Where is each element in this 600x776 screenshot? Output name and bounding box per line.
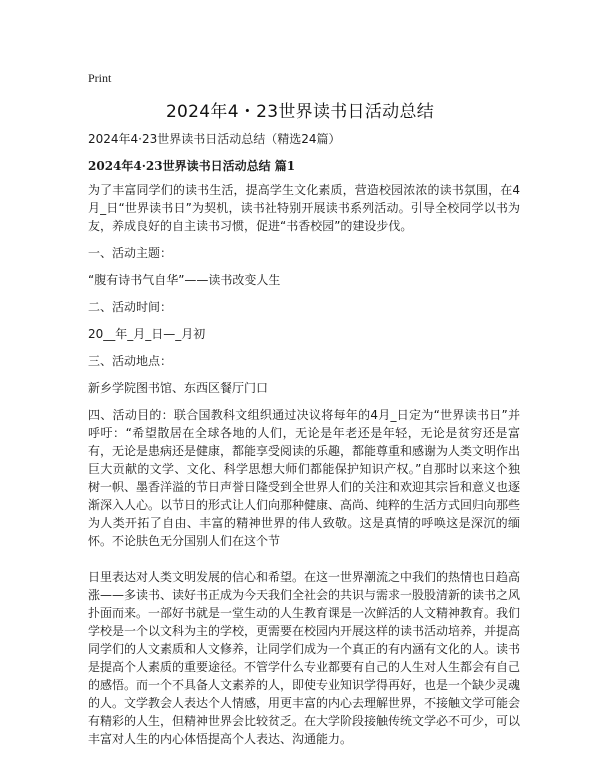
paragraph-purpose: 四、活动目的：联合国教科文组织通过决议将每年的4月_日定为“世界读书日”并呼吁：“希望散居在全球各地的人们，无论是年老还是年轻，无论是贫穷还是富有，无论是患病还是健康，都能享受阅读的乐趣，都能尊重和感谢为人类文明作出巨大贡献的文学、文化、科学思想大师们都能保护知识产权。”自那时以来这个独树一帜、墨香洋溢的节日声誉日隆受到全世界人们的关注和欢迎其宗旨和意义也逐渐深入人心。以节日的形式让人们向那种健康、高尚、纯粹的生活方式回归向那些为人类开拓了自由、丰富的精神世界的伟人致敬。这是真情的呼唤这是深沉的缅怀。不论肤色无分国别人们在这个节 bbox=[88, 408, 521, 548]
heading-time: 二、活动时间： bbox=[88, 300, 173, 314]
print-label: Print bbox=[88, 71, 112, 85]
heading-theme: 一、活动主题： bbox=[88, 246, 173, 260]
section-heading: 2024年4·23世界读书日活动总结 篇1 bbox=[88, 159, 296, 173]
theme-text: “腹有诗书气自华”——读书改变人生 bbox=[88, 273, 281, 287]
paragraph-intro: 为了丰富同学们的读书生活，提高学生文化素质，营造校园浓浓的读书氛围，在4月_日“世界读书日”为契机，读书社特别开展读书系列活动。引导全校同学以书为友，养成良好的自主读书习惯，促进“书香校园”的建设步伐。 bbox=[88, 183, 520, 233]
heading-location: 三、活动地点： bbox=[88, 354, 173, 368]
document-body bbox=[88, 130, 520, 757]
page-title: 2024年4・23世界读书日活动总结 bbox=[165, 102, 435, 122]
time-text: 20__年_月_日—_月初 bbox=[88, 327, 206, 341]
location-text: 新乡学院图书馆、东西区餐厅门口 bbox=[88, 381, 269, 395]
paragraph-continuation: 日里表达对人类文明发展的信心和希望。在这一世界潮流之中我们的热情也日趋高涨——多读书、读好书正成为今天我们全社会的共识与需求一股股清新的读书之风扑面而来。一部好书就是一堂生动的人生教育课是一次鲜活的人文精神教育。我们学校是一个以文科为主的学校，更需要在校园内开展这样的读书活动培养，并提高同学们的人文素质和人文修养，让同学们成为一个真正的有内涵有文化的人。读书是提高个人素质的重要途径。不管学什么专业都要有自己的人生对人生都会有自己的感悟。而一个不具备人文素养的人，即使专业知识学得再好，也是一个缺少灵魂的人。文学教会人表达个人情感，用更丰富的内心去理解世界，不接触文学可能会有精彩的人生，但精神世界会比较贫乏。在大学阶段接触传统文学必不可少，可以丰富对人生的内心体悟提高个人表达、沟通能力。 bbox=[88, 570, 521, 746]
document-subtitle: 2024年4·23世界读书日活动总结（精选24篇） bbox=[88, 132, 341, 146]
